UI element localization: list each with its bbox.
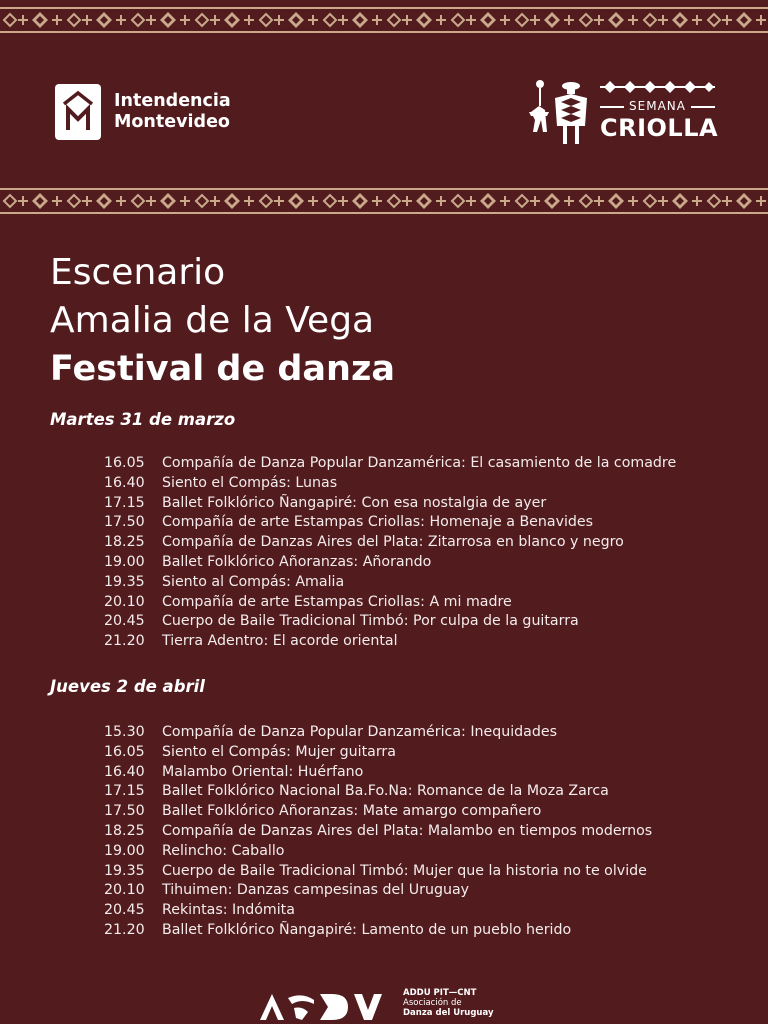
schedule-item (104, 763, 744, 783)
venue-title-line2: Amalia de la Vega (50, 300, 375, 341)
intendencia-line1: Intendencia (114, 91, 231, 111)
schedule-item (104, 533, 744, 553)
schedule-act: Siento el Compás: Mujer guitarra (162, 743, 396, 760)
schedule-time: 19.00 (104, 842, 145, 859)
intendencia-montevideo-logo (55, 84, 231, 140)
schedule-time: 20.45 (104, 613, 145, 630)
schedule-time: 17.15 (104, 494, 145, 511)
schedule-time: 21.20 (104, 633, 145, 650)
schedule-item (104, 901, 744, 921)
schedule-act: Rekintas: Indómita (162, 902, 295, 919)
schedule-time: 20.10 (104, 593, 145, 610)
schedule-act: Ballet Folklórico Nacional Ba.Fo.Na: Romance de la Moza Zarca (162, 783, 609, 800)
addu-org-line1: ADDU PIT—CNT (403, 988, 477, 998)
schedule-time: 15.30 (104, 724, 145, 740)
schedule-item (104, 454, 744, 474)
schedule-act: Compañía de Danza Popular Danzamérica: El casamiento de la comadre (162, 455, 677, 471)
schedule-item (104, 862, 744, 882)
schedule-act: Compañía de Danzas Aires del Plata: Malambo en tiempos modernos (162, 822, 653, 839)
intendencia-emblem-icon (55, 84, 101, 140)
schedule-act: Tihuimen: Danzas campesinas del Uruguay (162, 882, 470, 899)
schedule-time: 18.25 (104, 534, 145, 551)
schedule-item (104, 802, 744, 822)
schedule-act: Cuerpo de Baile Tradicional Timbó: Por culpa de la guitarra (162, 613, 579, 630)
schedule-item (104, 612, 744, 632)
venue-title-line1: Escenario (50, 252, 226, 293)
schedule-time: 19.00 (104, 553, 145, 570)
schedule-item (104, 494, 744, 514)
schedule-time: 19.35 (104, 862, 145, 879)
addu-org-line3: Danza del Uruguay (403, 1008, 494, 1018)
festival-title: Festival de danza (50, 349, 395, 389)
schedule-time: 16.05 (104, 743, 145, 760)
criolla-label: CRIOLLA (600, 114, 719, 142)
schedule-item (104, 593, 744, 613)
addu-logo (258, 986, 538, 1022)
schedule-time: 21.20 (104, 921, 145, 938)
schedule-time: 20.10 (104, 882, 145, 899)
schedule-act: Compañía de Danza Popular Danzamérica: Inequidades (162, 724, 557, 740)
schedule-item (104, 782, 744, 802)
schedule-time: 16.40 (104, 763, 145, 780)
schedule-act: Relincho: Caballo (162, 842, 285, 859)
schedule-item (104, 723, 744, 743)
schedule-item (104, 921, 744, 941)
schedule-item (104, 474, 744, 494)
schedule-item (104, 743, 744, 763)
schedule-act: Ballet Folklórico Ñangapiré: Lamento de un pueblo herido (162, 921, 572, 938)
semana-label: SEMANA (600, 99, 715, 113)
decorative-band-middle (0, 186, 768, 216)
gaucho-figures-icon (525, 76, 597, 148)
weave-ornament-icon (600, 80, 715, 94)
schedule-item (104, 632, 744, 652)
schedule-time: 18.25 (104, 822, 145, 839)
schedule-act: Ballet Folklórico Añoranzas: Mate amargo compañero (162, 803, 542, 820)
semana-criolla-logo (525, 76, 719, 148)
schedule-act: Compañía de arte Estampas Criollas: A mi madre (162, 593, 512, 610)
schedule-time: 16.40 (104, 474, 145, 491)
schedule-act: Compañía de arte Estampas Criollas: Homenaje a Benavides (162, 514, 594, 531)
addu-org-text (403, 988, 494, 1018)
day-heading-2: Jueves 2 de abril (50, 677, 205, 696)
addu-wordmark-icon (258, 988, 398, 1022)
schedule-item (104, 822, 744, 842)
schedule-item (104, 842, 744, 862)
schedule-act: Tierra Adentro: El acorde oriental (162, 633, 398, 650)
schedule-act: Siento el Compás: Lunas (162, 474, 338, 491)
schedule-time: 20.45 (104, 902, 145, 919)
schedule-time: 19.35 (104, 573, 145, 590)
intendencia-line2: Montevideo (114, 112, 230, 132)
schedule-item (104, 553, 744, 573)
schedule-item (104, 881, 744, 901)
schedule-act: Cuerpo de Baile Tradicional Timbó: Mujer que la historia no te olvide (162, 862, 647, 879)
schedule-item (104, 573, 744, 593)
schedule-act: Ballet Folklórico Añoranzas: Añorando (162, 553, 432, 570)
schedule-list-day-1 (104, 454, 744, 652)
decorative-band-top (0, 5, 768, 35)
schedule-act: Compañía de Danzas Aires del Plata: Zitarrosa en blanco y negro (162, 534, 624, 551)
schedule-list-day-2 (104, 723, 744, 941)
schedule-time: 17.15 (104, 783, 145, 800)
addu-org-line2: Asociación de (403, 998, 462, 1008)
schedule-time: 16.05 (104, 455, 145, 471)
schedule-time: 17.50 (104, 803, 145, 820)
day-heading-1: Martes 31 de marzo (50, 410, 236, 429)
schedule-act: Siento al Compás: Amalia (162, 573, 345, 590)
schedule-item (104, 513, 744, 533)
schedule-act: Ballet Folklórico Ñangapiré: Con esa nostalgia de ayer (162, 494, 547, 511)
schedule-act: Malambo Oriental: Huérfano (162, 763, 364, 780)
schedule-time: 17.50 (104, 514, 145, 531)
